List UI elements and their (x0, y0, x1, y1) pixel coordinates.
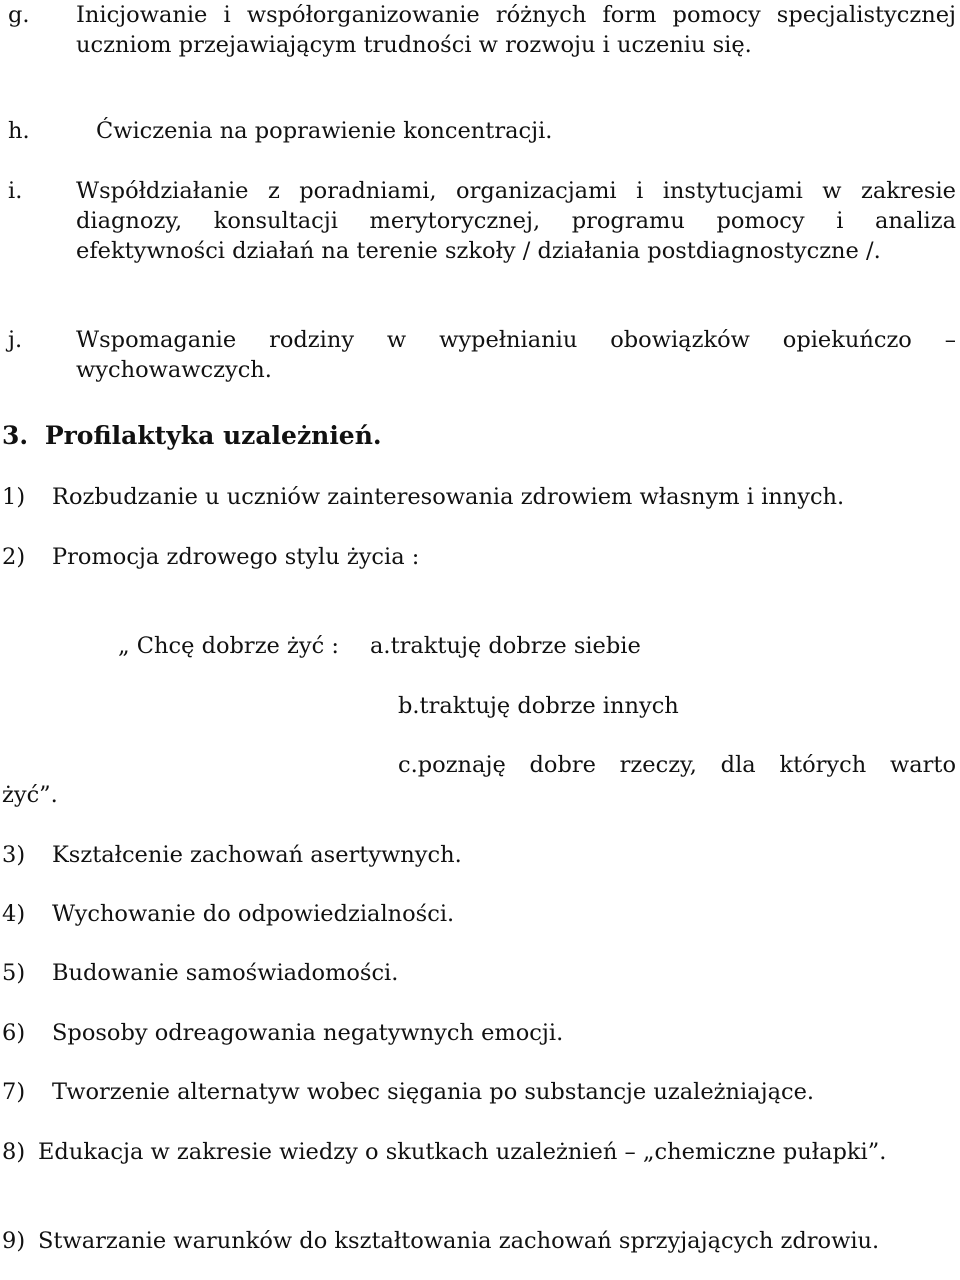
section-heading (2, 421, 902, 451)
list-marker: 1) (2, 484, 26, 510)
section-title: Profilaktyka uzależnień. (44, 421, 382, 450)
motto-ending: żyć”. (2, 782, 58, 808)
list-item-text: Edukacja w zakresie wiedzy o skutkach uzależnień – „chemiczne pułapki”. (38, 1139, 887, 1165)
list-item-g (8, 0, 956, 60)
list-item-text: Wspomaganie rodziny w wypełnianiu obowiązków opiekuńczo – wychowawczych. (76, 327, 956, 383)
list-item-text: Sposoby odreagowania negatywnych emocji. (52, 1020, 564, 1046)
list-item-text: Budowanie samoświadomości. (52, 960, 399, 986)
list-marker: i. (8, 178, 23, 204)
list-item-i (8, 176, 956, 266)
list-marker: 9) (2, 1228, 26, 1254)
list-marker: 5) (2, 960, 26, 986)
list-marker: g. (8, 2, 30, 28)
list-item-4 (2, 899, 956, 929)
list-item-1 (2, 482, 956, 512)
list-item-9 (2, 1226, 956, 1256)
list-marker: 3) (2, 842, 26, 868)
list-marker: 7) (2, 1079, 26, 1105)
list-marker: 2) (2, 544, 26, 570)
motto-line-c: c.poznaję dobre rzeczy, dla których warto (398, 752, 956, 778)
list-item-text: Promocja zdrowego stylu życia : (52, 544, 420, 570)
list-item-text: Stwarzanie warunków do kształtowania zachowań sprzyjających zdrowiu. (38, 1228, 880, 1254)
list-marker: h. (8, 118, 30, 144)
list-item-5 (2, 958, 956, 988)
list-item-j (8, 325, 956, 385)
list-marker: 6) (2, 1020, 26, 1046)
list-item-text: Kształcenie zachowań asertywnych. (52, 842, 462, 868)
motto-line-b: b.traktuję dobrze innych (398, 693, 679, 719)
section-number: 3. (2, 421, 29, 450)
list-item-7 (2, 1077, 956, 1107)
motto-line-a: a.traktuję dobrze siebie (370, 633, 641, 659)
list-item-8 (2, 1137, 956, 1167)
list-item-text: Współdziałanie z poradniami, organizacjami i instytucjami w zakresie diagnozy, konsultacji merytorycznej, programu pomocy i analiza efektywności działań na terenie szkoły / działania postdiagnostyczne /. (76, 178, 956, 264)
list-item-2 (2, 542, 956, 572)
list-item-3 (2, 840, 956, 870)
list-item-text: Inicjowanie i współorganizowanie różnych form pomocy specjalistycznej uczniom przejawiającym trudności w rozwoju i uczeniu się. (76, 2, 956, 58)
list-marker: j. (8, 327, 23, 353)
motto-intro: „ Chcę dobrze żyć : (118, 633, 339, 659)
list-item-text: Tworzenie alternatyw wobec sięgania po substancje uzależniające. (52, 1079, 815, 1105)
list-item-6 (2, 1018, 956, 1048)
list-item-text: Rozbudzanie u uczniów zainteresowania zdrowiem własnym i innych. (52, 484, 845, 510)
list-item-text: Wychowanie do odpowiedzialności. (52, 901, 455, 927)
list-marker: 4) (2, 901, 26, 927)
list-item-h (8, 116, 956, 146)
list-marker: 8) (2, 1139, 26, 1165)
list-item-text: Ćwiczenia na poprawienie koncentracji. (96, 118, 553, 144)
